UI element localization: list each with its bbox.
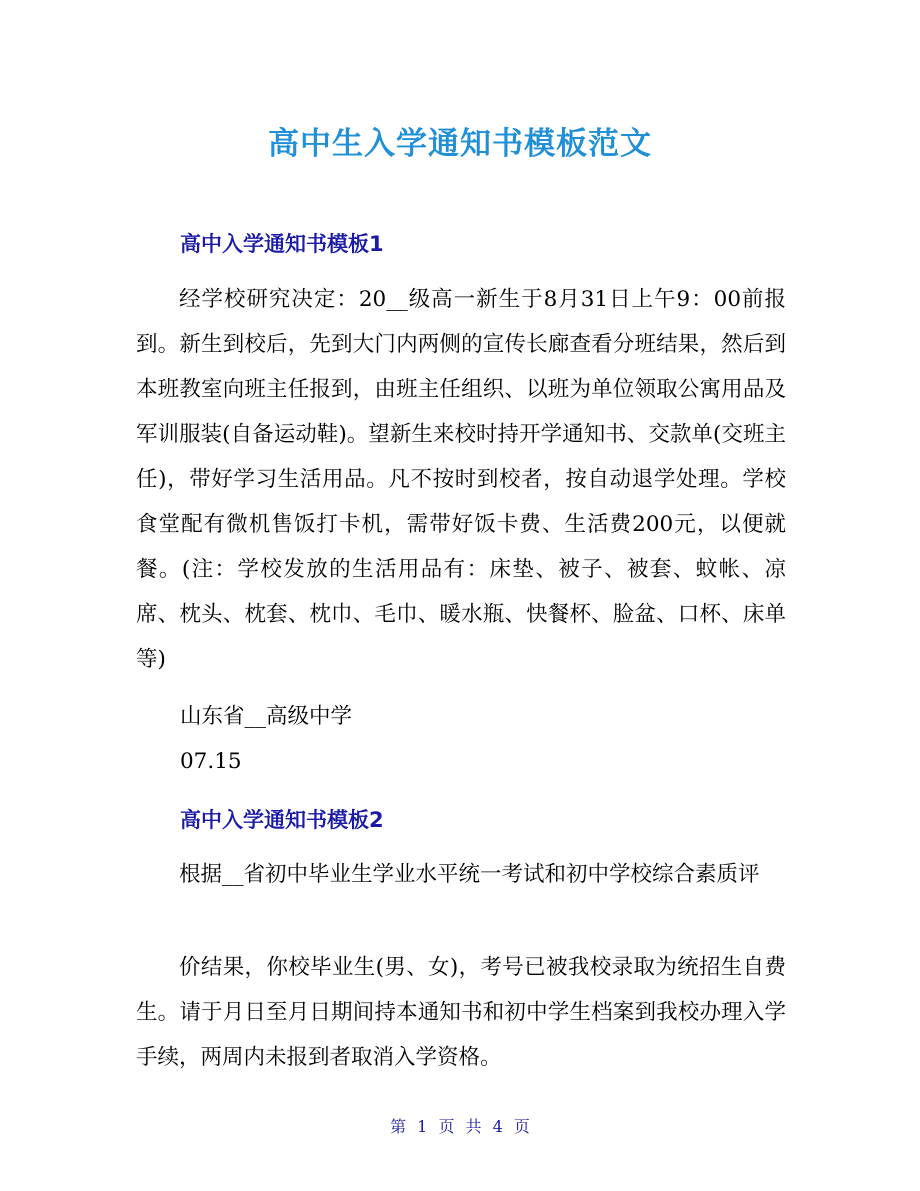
section-heading-2: 高中入学通知书模板2	[180, 808, 384, 832]
section-1-date: 07.15	[180, 749, 242, 774]
page-footer: 第 1 页 共 4 页	[390, 1117, 530, 1136]
section-1-signature: 山东省__高级中学	[180, 704, 353, 729]
page-title: 高中生入学通知书模板范文	[268, 126, 652, 162]
section-2-body-part1: 根据__省初中毕业生学业水平统一考试和初中学校综合素质评	[179, 862, 760, 887]
section-2-body-part2: 价结果，你校毕业生(男、女)，考号已被我校录取为统招生自费生。请于月日至月日期间持本通知书和初中学生档案到我校办理入学手续，两周内未报到者取消入学资格。	[136, 955, 786, 1070]
section-heading-1: 高中入学通知书模板1	[180, 232, 384, 256]
section-1-body: 经学校研究决定：20__级高一新生于8月31日上午9：00前报到。新生到校后，先到大门内两侧的宣传长廊查看分班结果，然后到本班教室向班主任报到，由班主任组织、以班为单位领取公寓用品及军训服装(自备运动鞋)。望新生来校时持开学通知书、交款单(交班主任)，带好学习生活用品。凡不按时到校者，按自动退学处理。学校食堂配有微机售饭打卡机，需带好饭卡费、生活费200元，以便就餐。(注：学校发放的生活用品有：床垫、被子、被套、蚊帐、凉席、枕头、枕套、枕巾、毛巾、暖水瓶、快餐杯、脸盆、口杯、床单等)	[136, 287, 786, 672]
